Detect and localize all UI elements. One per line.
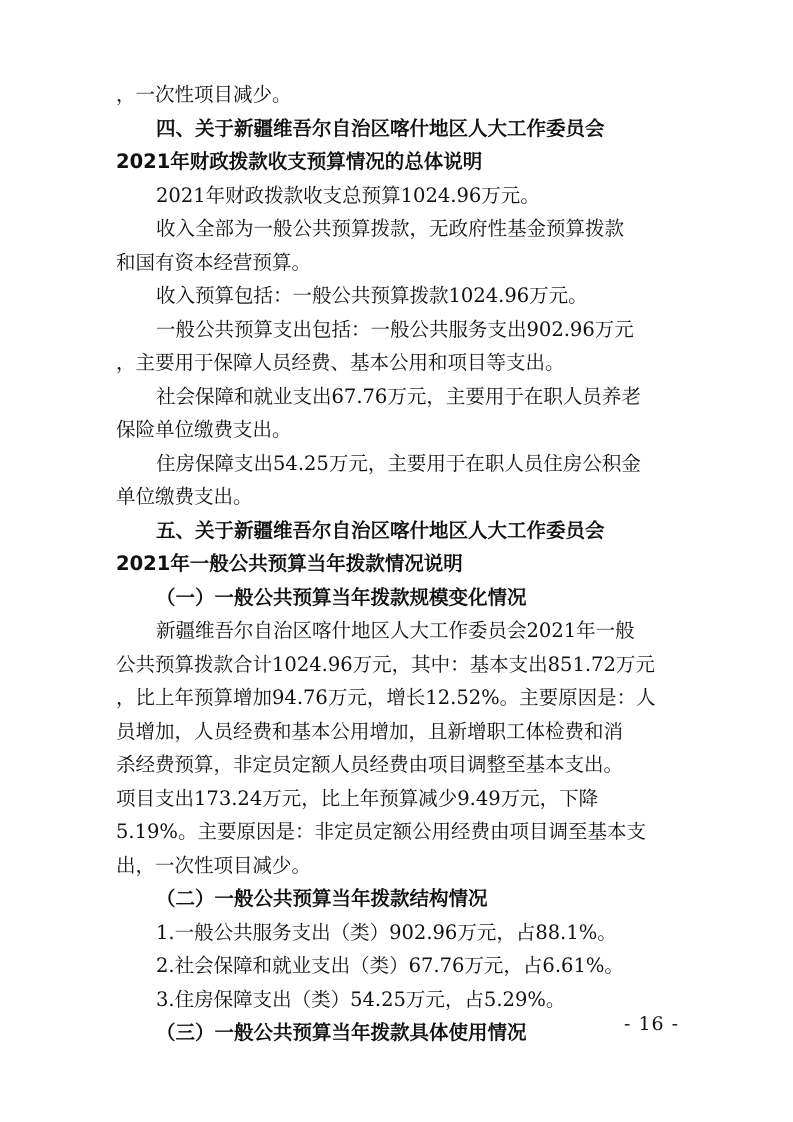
paragraph-line: 收入预算包括：一般公共预算拨款1024.96万元。 <box>156 284 588 307</box>
list-item: 2.社会保障和就业支出（类）67.76万元，占6.61%。 <box>156 954 624 977</box>
section-heading-5-continued: 2021年一般公共预算当年拨款情况说明 <box>116 552 463 575</box>
page-number: - 16 - <box>624 1013 680 1035</box>
paragraph-line: 公共预算拨款合计1024.96万元，其中：基本支出851.72万元 <box>116 653 655 676</box>
paragraph-line: 一般公共预算支出包括：一般公共服务支出902.96万元 <box>156 318 634 341</box>
section-heading-4: 四、关于新疆维吾尔自治区喀什地区人大工作委员会 <box>156 117 605 140</box>
paragraph-line: 2021年财政拨款收支总预算1024.96万元。 <box>156 184 540 207</box>
section-heading-4-continued: 2021年财政拨款收支预算情况的总体说明 <box>116 150 483 173</box>
subsection-heading-2: （二）一般公共预算当年拨款结构情况 <box>156 887 488 910</box>
list-item: 1.一般公共服务支出（类）902.96万元，占88.1%。 <box>156 921 617 944</box>
paragraph-line: 社会保障和就业支出67.76万元，主要用于在职人员养老 <box>156 385 641 408</box>
paragraph-line: 项目支出173.24万元，比上年预算减少9.49万元，下降 <box>116 787 599 810</box>
paragraph-line: 出，一次性项目减少。 <box>116 854 312 877</box>
paragraph-line: 保险单位缴费支出。 <box>116 418 292 441</box>
paragraph-line: 收入全部为一般公共预算拨款，无政府性基金预算拨款 <box>156 217 625 240</box>
paragraph-line: 单位缴费支出。 <box>116 485 253 508</box>
paragraph-line: 新疆维吾尔自治区喀什地区人大工作委员会2021年一般 <box>156 619 635 642</box>
paragraph-line: ，比上年预算增加94.76万元，增长12.52%。主要原因是：人 <box>116 686 656 709</box>
paragraph-line: 员增加，人员经费和基本公用增加，且新增职工体检费和消 <box>116 720 624 743</box>
section-heading-5: 五、关于新疆维吾尔自治区喀什地区人大工作委员会 <box>156 519 605 542</box>
paragraph-line: 5.19%。主要原因是：非定员定额公用经费由项目调至基本支 <box>116 820 646 843</box>
paragraph-line: ，一次性项目减少。 <box>116 83 292 106</box>
paragraph-line: 和国有资本经营预算。 <box>116 251 312 274</box>
list-item: 3.住房保障支出（类）54.25万元，占5.29%。 <box>156 988 566 1011</box>
paragraph-line: 杀经费预算，非定员定额人员经费由项目调整至基本支出。 <box>116 753 624 776</box>
subsection-heading-3: （三）一般公共预算当年拨款具体使用情况 <box>156 1021 527 1044</box>
paragraph-line: 住房保障支出54.25万元，主要用于在职人员住房公积金 <box>156 452 641 475</box>
paragraph-line: ，主要用于保障人员经费、基本公用和项目等支出。 <box>116 351 565 374</box>
subsection-heading-1: （一）一般公共预算当年拨款规模变化情况 <box>156 586 527 609</box>
